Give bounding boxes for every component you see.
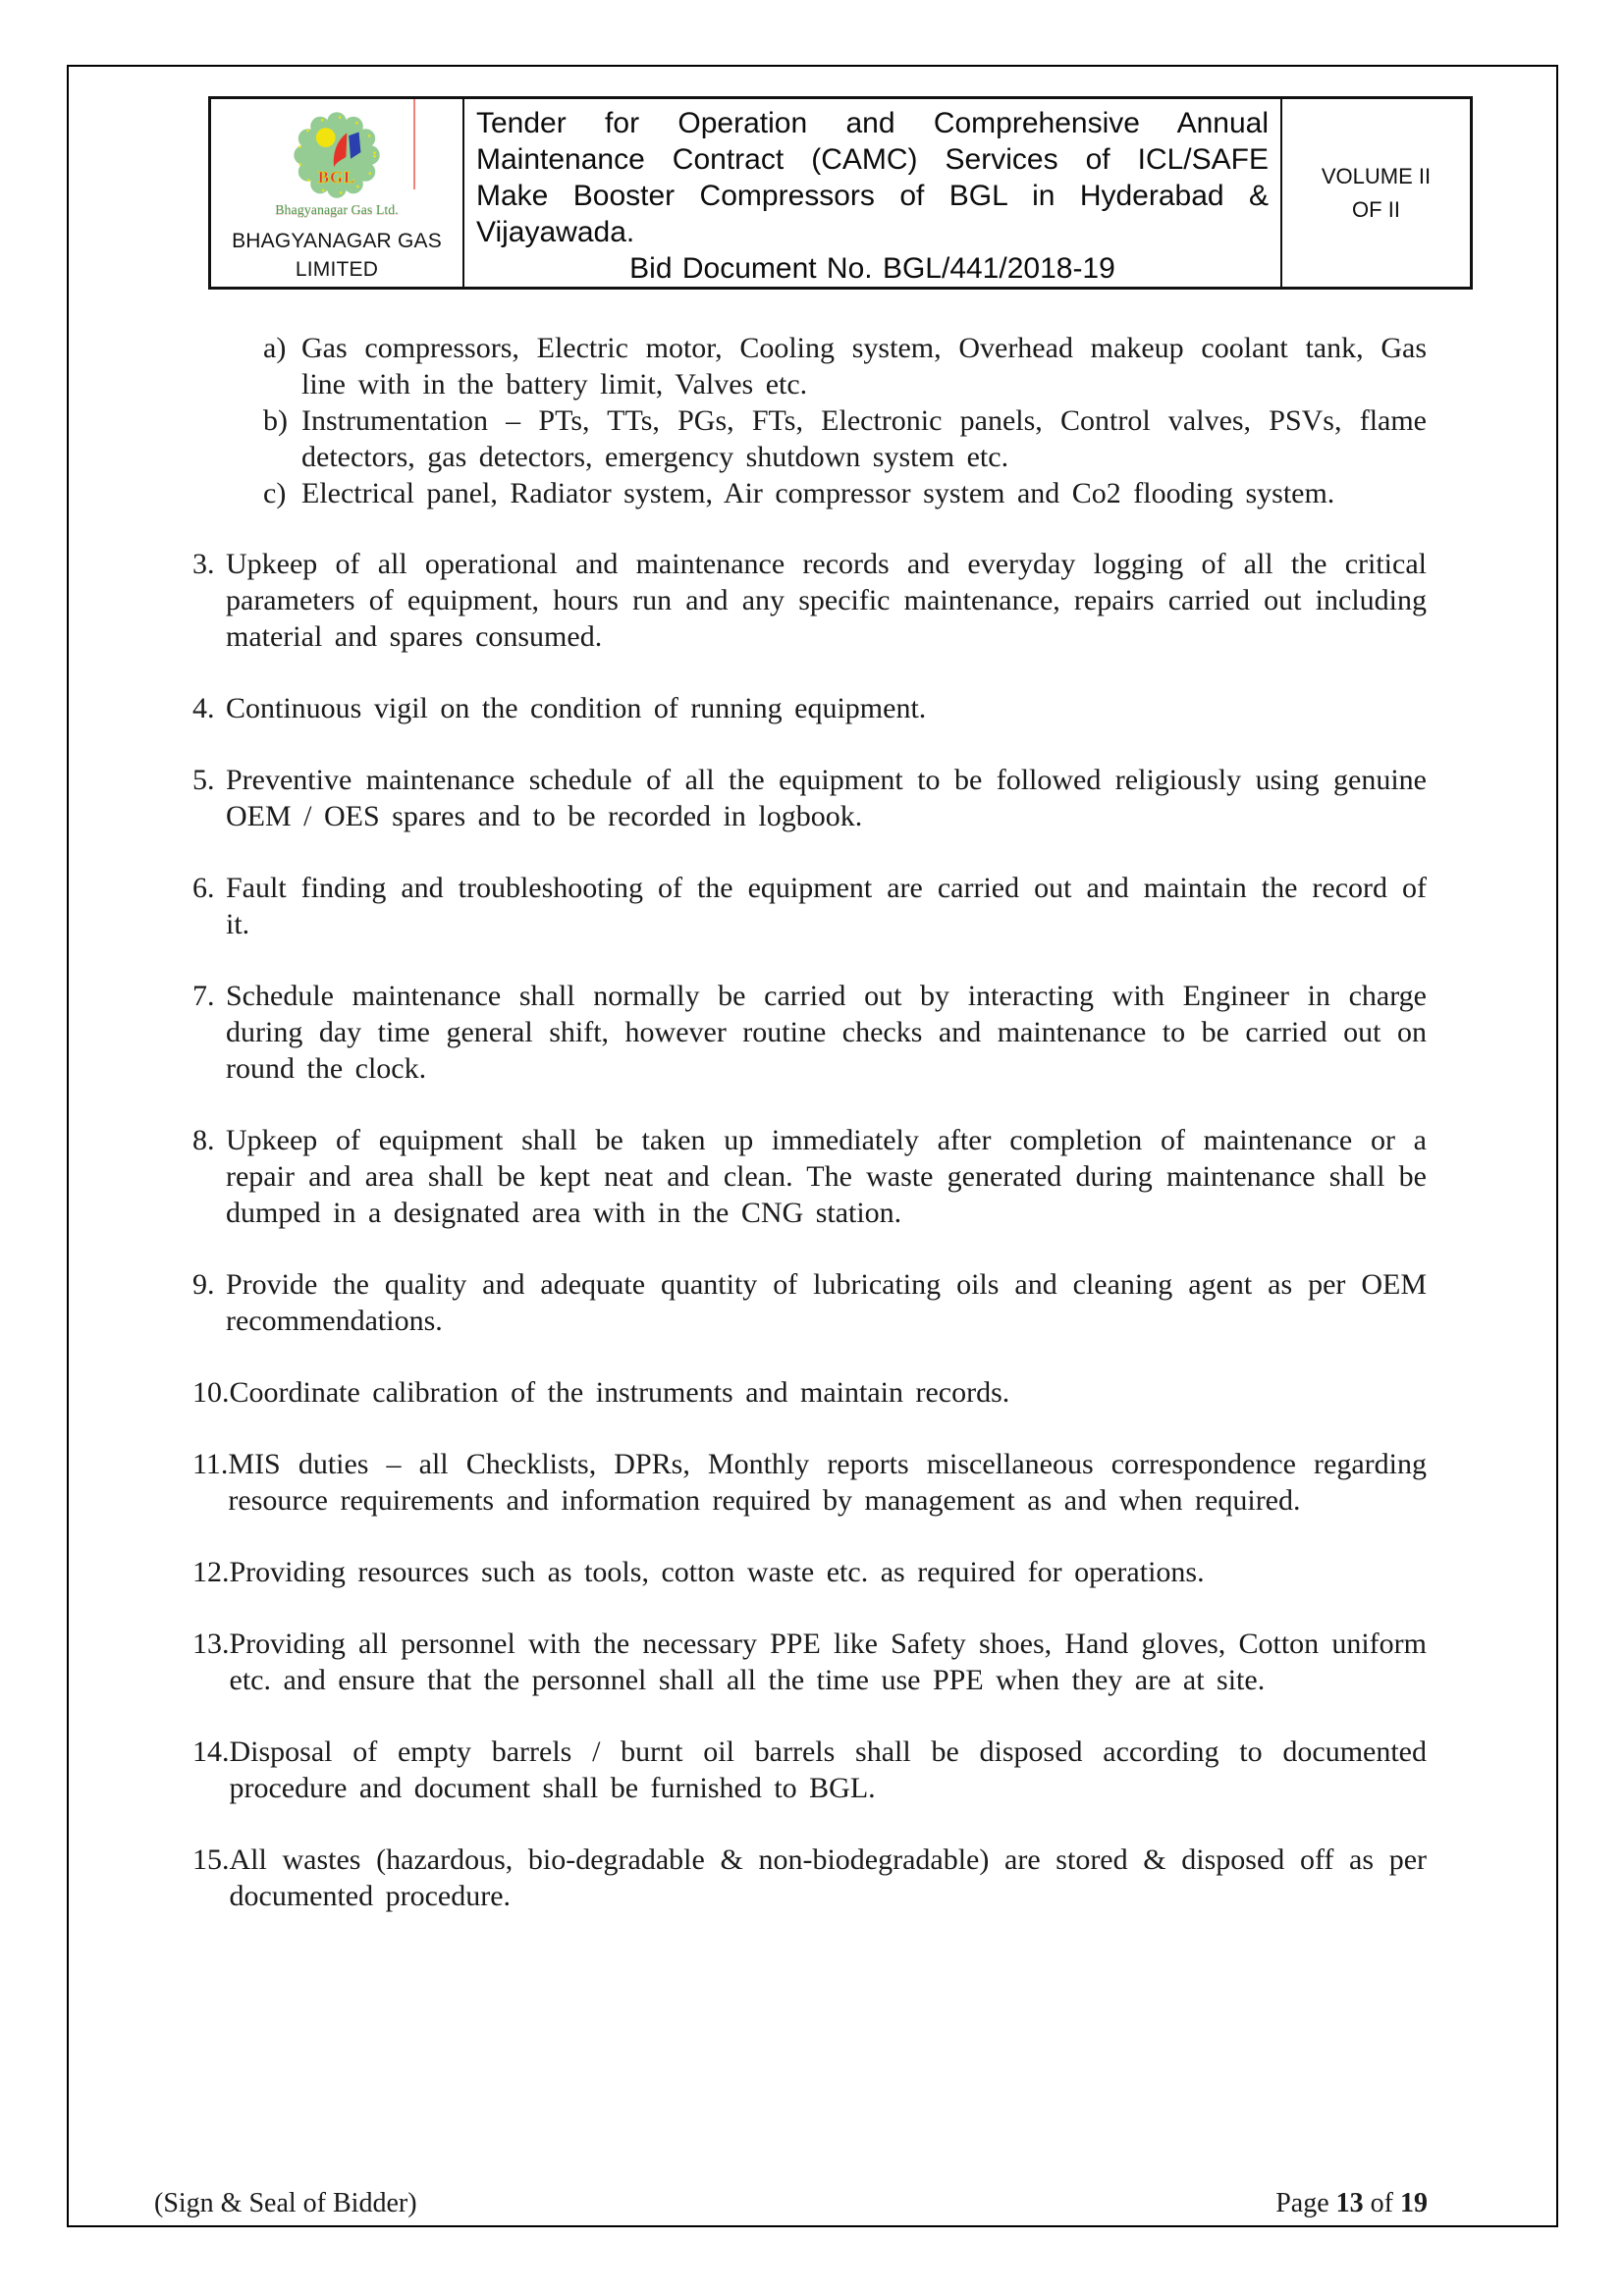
list-item: [192, 1554, 1427, 1590]
list-item: [192, 1266, 1427, 1339]
list-item-marker: 11.: [192, 1448, 229, 1480]
list-item-marker: 10.: [192, 1376, 230, 1409]
volume-line2: OF II: [1352, 196, 1400, 222]
list-item-marker: 8.: [192, 1124, 215, 1156]
numbered-list: [192, 546, 1427, 1949]
list-item-text: Instrumentation – PTs, TTs, PGs, FTs, Electronic panels, Control valves, PSVs, flame detectors, gas detectors, emergency shutdown system etc.: [301, 404, 1427, 473]
page-number-current: 13: [1335, 2188, 1364, 2218]
lettered-list: [263, 330, 1427, 511]
bid-document-no: Bid Document No. BGL/441/2018-19: [629, 252, 1115, 285]
list-item-text: Provide the quality and adequate quantity of lubricating oils and cleaning agent as per OEM recommendations.: [226, 1268, 1427, 1337]
list-item: [192, 978, 1427, 1087]
list-item: [192, 762, 1427, 834]
list-item-marker: 5.: [192, 764, 215, 796]
list-item: [192, 1626, 1427, 1698]
list-item: [263, 402, 1427, 475]
list-item-text: Coordinate calibration of the instruments and maintain records.: [229, 1376, 1010, 1409]
list-item: [192, 690, 1427, 726]
page-number-prefix: Page: [1275, 2188, 1336, 2218]
list-item-text: Disposal of empty barrels / burnt oil barrels shall be disposed according to documented procedure and document shall be furnished to BGL.: [229, 1735, 1427, 1804]
logo-acronym: BGL: [317, 168, 356, 187]
list-item-text: Fault finding and troubleshooting of the equipment are carried out and maintain the record of it.: [226, 872, 1427, 940]
list-item: [263, 475, 1427, 511]
list-item-text: Continuous vigil on the condition of running equipment.: [226, 692, 927, 724]
list-item-marker: 14.: [192, 1735, 230, 1768]
list-item-marker: 12.: [192, 1556, 230, 1588]
header-table: [208, 96, 1473, 290]
list-item-marker: 9.: [192, 1268, 215, 1301]
company-name: [232, 227, 442, 284]
company-name-line2: LIMITED: [295, 258, 379, 281]
list-item-marker: 15.: [192, 1843, 230, 1876]
page-number: [1275, 2187, 1428, 2220]
list-item: [192, 1734, 1427, 1806]
list-item-marker: 6.: [192, 872, 215, 904]
list-item-text: Upkeep of all operational and maintenance records and everyday logging of all the critical parameters of equipment, hours run and any specific maintenance, repairs carried out including material and spares consumed.: [226, 548, 1427, 653]
list-item-marker: 3.: [192, 548, 215, 580]
list-item-text: All wastes (hazardous, bio-degradable & non-biodegradable) are stored & disposed off as per documented procedure.: [229, 1843, 1427, 1912]
list-item-text: Electrical panel, Radiator system, Air compressor system and Co2 flooding system.: [301, 477, 1335, 509]
logo-caption: Bhagyanagar Gas Ltd.: [275, 203, 399, 218]
list-item-text: Schedule maintenance shall normally be carried out by interacting with Engineer in charge during day time general shift, however routine checks and maintenance to be carried out on round the clock.: [226, 980, 1427, 1085]
company-name-line1: BHAGYANAGAR GAS: [232, 230, 442, 252]
list-item: [263, 330, 1427, 402]
page-number-total: 19: [1400, 2188, 1428, 2218]
list-item: [192, 1374, 1427, 1411]
list-item-text: Upkeep of equipment shall be taken up immediately after completion of maintenance or a repair and area shall be kept neat and clean. The waste generated during maintenance shall be dumped in a designated area with in the CNG station.: [226, 1124, 1427, 1229]
list-item-text: MIS duties – all Checklists, DPRs, Monthly reports miscellaneous correspondence regarding resource requirements and information required by management as and when required.: [228, 1448, 1427, 1517]
list-item: [192, 870, 1427, 942]
logo-cell: [211, 99, 464, 287]
list-item-text: Providing resources such as tools, cotton waste etc. as required for operations.: [229, 1556, 1205, 1588]
list-item-text: Preventive maintenance schedule of all the equipment to be followed religiously using genuine OEM / OES spares and to be recorded in logbook.: [226, 764, 1427, 832]
list-item: [192, 1842, 1427, 1914]
page-number-separator: of: [1363, 2188, 1400, 2218]
list-item-marker: 13.: [192, 1628, 230, 1660]
volume-cell: [1282, 99, 1470, 287]
list-item: [192, 1122, 1427, 1231]
red-accent-rule: [413, 99, 415, 189]
tender-title: Tender for Operation and Comprehensive Annual Maintenance Contract (CAMC) Services of ICL/SAFE Make Booster Compressors of BGL in Hyderabad & Vijayawada.: [476, 107, 1269, 248]
list-item-marker: 4.: [192, 692, 215, 724]
volume-line1: VOLUME II: [1321, 163, 1432, 188]
list-item-text: Gas compressors, Electric motor, Cooling system, Overhead makeup coolant tank, Gas line with in the battery limit, Valves etc.: [301, 332, 1427, 400]
sign-seal-note: (Sign & Seal of Bidder): [154, 2188, 417, 2218]
list-item-marker: c): [263, 477, 287, 509]
list-item-marker: b): [263, 404, 288, 437]
list-item-marker: a): [263, 332, 287, 364]
logo-sun-icon: [316, 128, 336, 147]
list-item-marker: 7.: [192, 980, 215, 1012]
list-item: [192, 1446, 1427, 1519]
list-item: [192, 546, 1427, 655]
list-item-text: Providing all personnel with the necessary PPE like Safety shoes, Hand gloves, Cotton uniform etc. and ensure that the personnel shall all the time use PPE when they are at site.: [229, 1628, 1427, 1696]
bgl-logo-icon: [291, 109, 383, 201]
title-cell: [464, 99, 1282, 287]
